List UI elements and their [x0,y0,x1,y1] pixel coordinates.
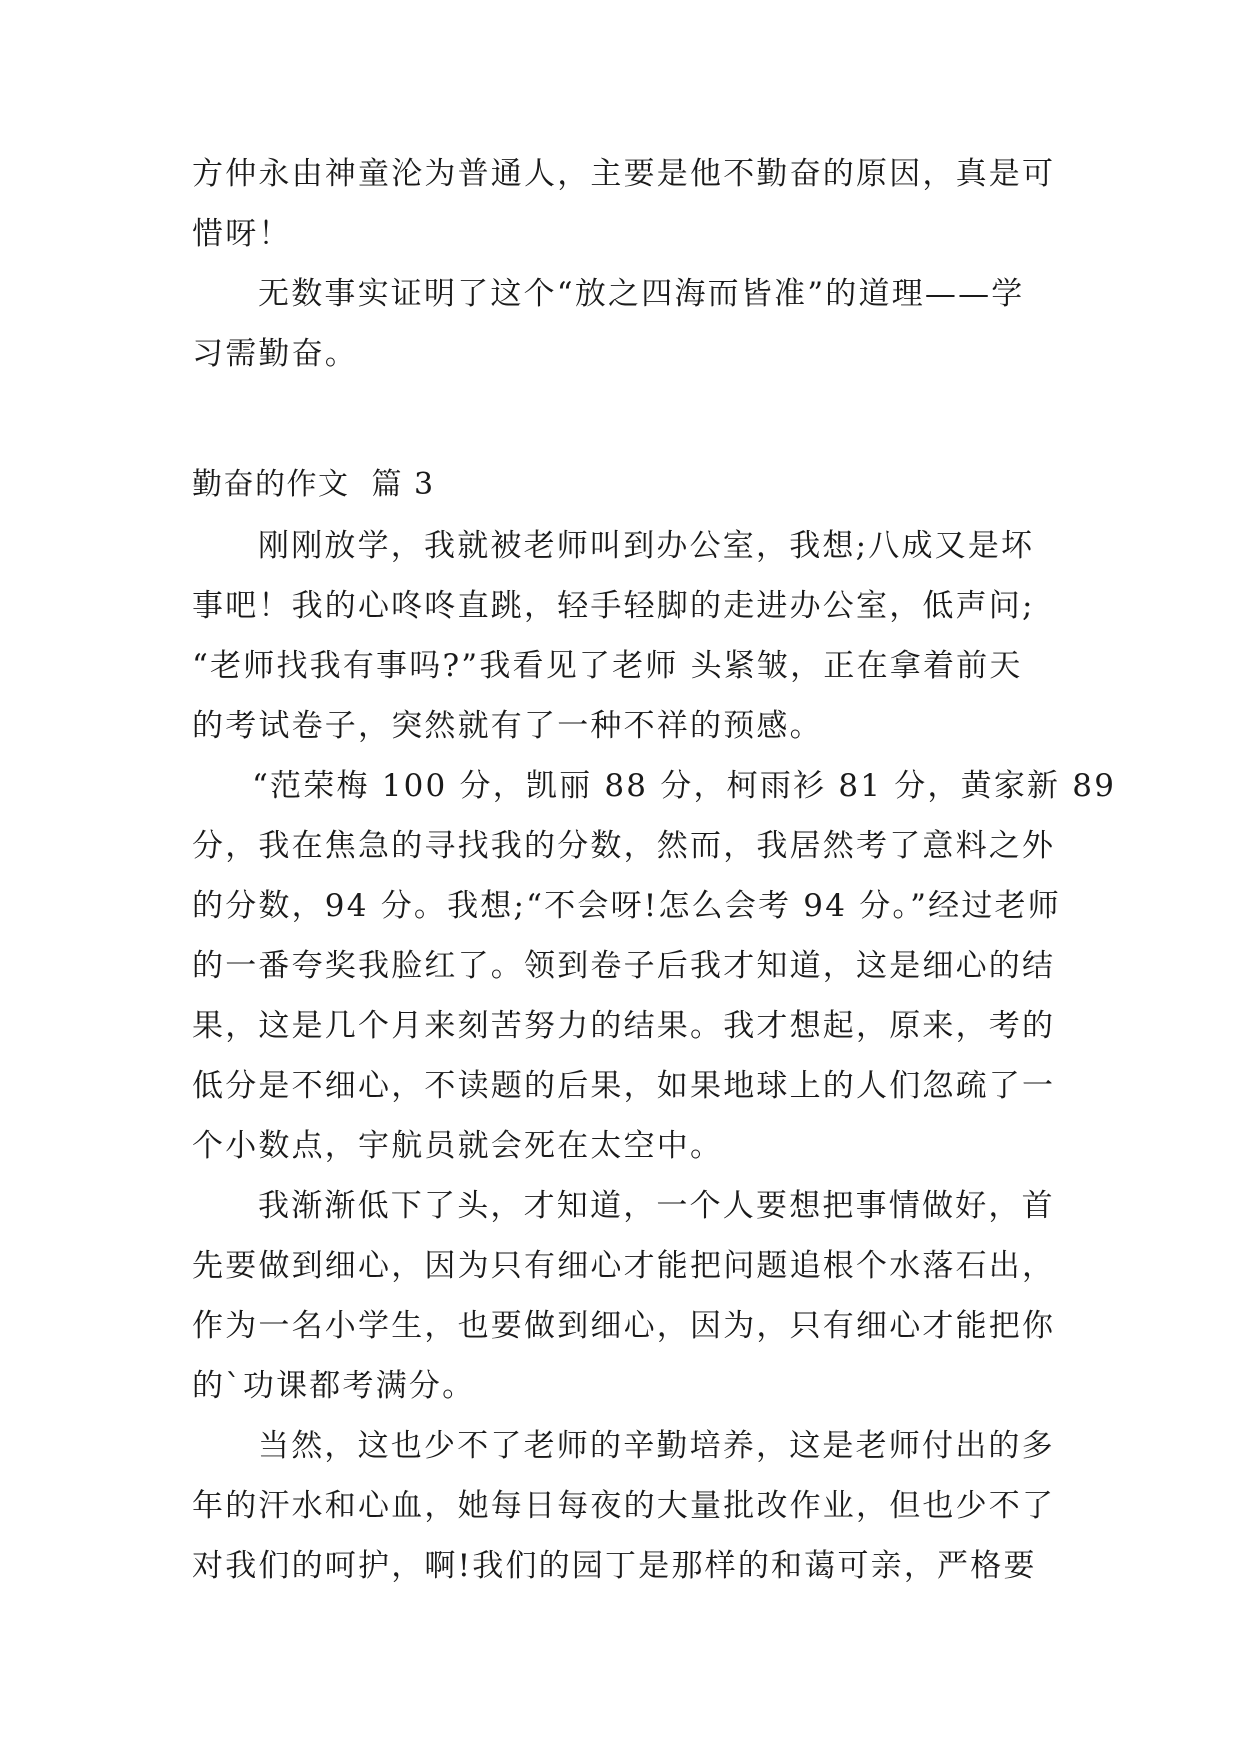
text-line: 习需勤奋。 [192,336,358,372]
text-line: 低分是不细心，不读题的后果，如果地球上的人们忽疏了一 [192,1068,1056,1104]
paragraph-teacher [192,1416,1062,1596]
paragraph-office [192,516,1062,756]
section-spacer [192,384,1062,454]
section-heading [192,454,1062,516]
text-line: 作为一名小学生，也要做到细心，因为，只有细心才能把你 [192,1308,1056,1344]
text-line: 个小数点，宇航员就会死在太空中。 [192,1128,724,1164]
text-line: 的考试卷子，突然就有了一种不祥的预感。 [192,708,823,744]
heading-title: 勤奋的作文 [192,467,350,502]
text-line: 先要做到细心，因为只有细心才能把问题追根个水落石出， [192,1248,1056,1284]
heading-part: 篇 3 [371,467,435,502]
text-line: 的`功课都考满分。 [192,1368,476,1404]
text-line: 当然，这也少不了老师的辛勤培养，这是老师付出的多 [258,1428,1055,1464]
text-line: 刚刚放学，我就被老师叫到办公室，我想;八成又是坏 [258,528,1035,564]
text-line: 方仲永由神童沦为普通人，主要是他不勤奋的原因，真是可 [192,156,1056,192]
text-line: 的分数，94 分。我想;“不会呀!怎么会考 94 分。”经过老师 [192,888,1061,924]
text-line: 果，这是几个月来刻苦努力的结果。我才想起，原来，考的 [192,1008,1056,1044]
paragraph-carefulness [192,1176,1062,1416]
text-line: 无数事实证明了这个“放之四海而皆准”的道理——学 [258,276,1025,312]
text-line: “范荣梅 100 分，凯丽 88 分，柯雨衫 81 分，黄家新 89 [252,768,1117,804]
text-line: 年的汗水和心血，她每日每夜的大量批改作业，但也少不了 [192,1488,1056,1524]
paragraph-scores [192,756,1117,1176]
text-line: 惜呀！ [192,216,292,252]
paragraph-fangzhongyong [192,144,1062,264]
paragraph-conclusion [192,264,1062,384]
text-line: “老师找我有事吗?”我看见了老师 头紧皱，正在拿着前天 [192,648,1023,684]
text-line: 事吧！我的心咚咚直跳，轻手轻脚的走进办公室，低声问; [192,588,1035,624]
text-line: 对我们的呵护，啊!我们的园丁是那样的和蔼可亲，严格要 [192,1548,1037,1584]
document-body [192,144,1117,1596]
text-line: 的一番夸奖我脸红了。领到卷子后我才知道，这是细心的结 [192,948,1056,984]
text-line: 我渐渐低下了头，才知道，一个人要想把事情做好，首 [258,1188,1055,1224]
text-line: 分，我在焦急的寻找我的分数，然而，我居然考了意料之外 [192,828,1056,864]
